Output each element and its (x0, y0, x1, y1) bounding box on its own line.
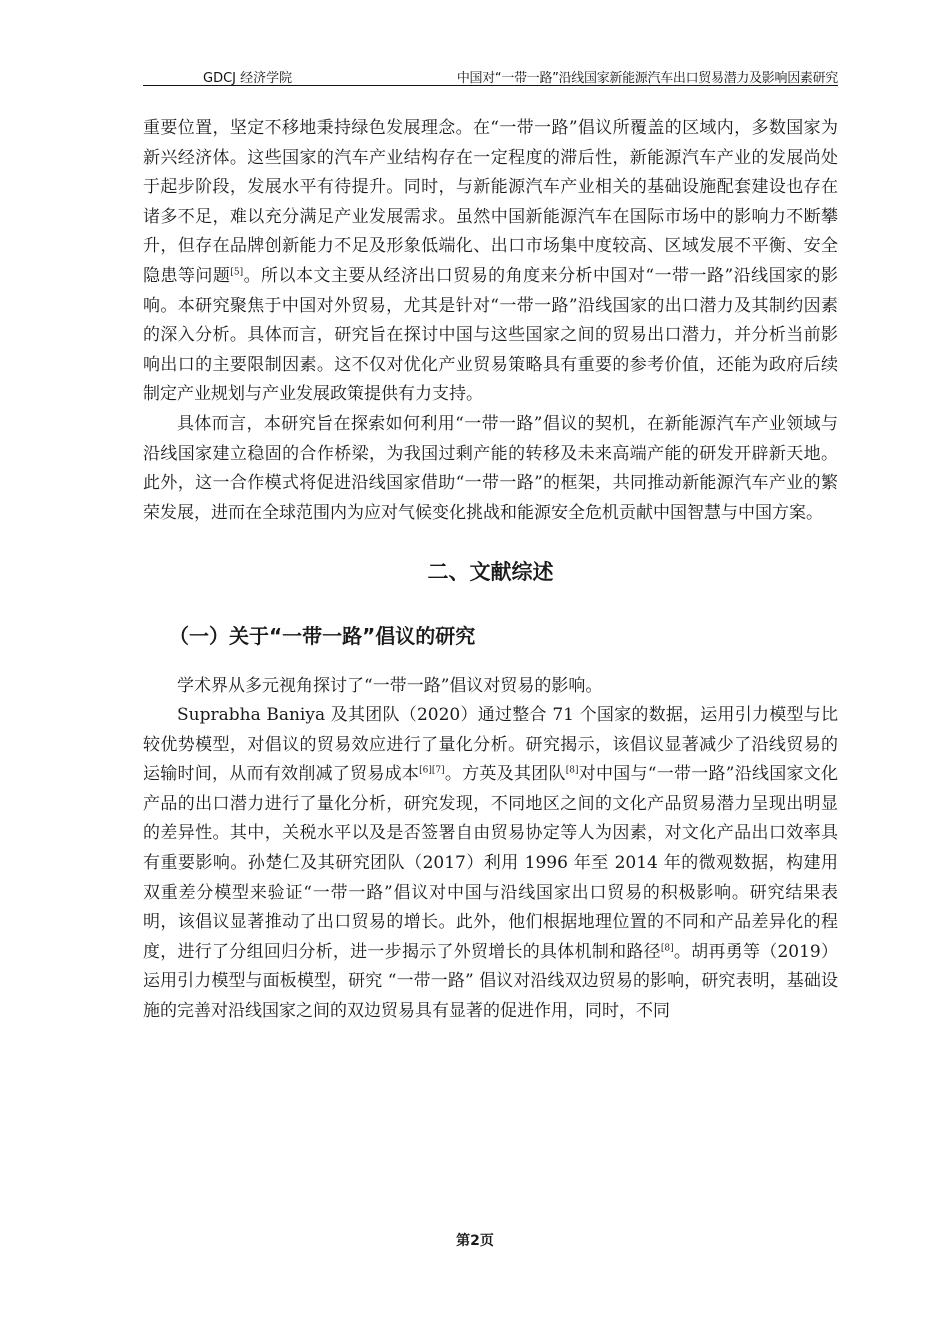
citation: [7] (431, 765, 445, 776)
paragraph-literature (143, 701, 838, 1027)
header-rule (143, 85, 838, 86)
page-body (143, 114, 838, 1027)
page-number: 第2页 (456, 1233, 494, 1249)
paragraph-text: 。胡再勇等（2019）运用引力模型与面板模型，研究 “一带一路” 倡议对沿线双边贸易的影响，研究表明，基础设施的完善对沿线国家之间的双边贸易具有显著的促进作用，同时，不同 (143, 941, 839, 1022)
section-title: 二、文献综述 (427, 560, 554, 585)
citation: [8] (565, 765, 579, 776)
paragraph-text: 。方英及其团队 (444, 764, 566, 785)
citation: [8] (660, 943, 674, 954)
paragraph-text: 对中国与“一带一路”沿线国家文化产品的出口潜力进行了量化分析，研究发现，不同地区之间的文化产品贸易潜力呈现出明显的差异性。其中，关税水平以及是否签署自由贸易协定等人为因素，对文化产品出口效率具有重要影响。孙楚仁及其研究团队（2017）利用 1996 年至 2014 年的微观数据，构建用双重差分模型来验证“一带一路”倡议对中国与沿线国家出口贸易的积极影响。研究结果表明，该倡议显著推动了出口贸易的增长。此外，他们根据地理位置的不同和产品差异化的程度，进行了分组回归分析，进一步揭示了外贸增长的具体机制和路径 (143, 764, 839, 962)
citation: [5] (230, 267, 244, 278)
paragraph-continued (143, 114, 838, 410)
citation: [6] (419, 765, 432, 776)
header-school: GDCJ 经济学院 (203, 71, 293, 86)
paragraph-text: Suprabha Baniya 及其团队（2020）通过整合 71 个国家的数据，运用引力模型与比较优势模型，对倡议的贸易效应进行了量化分析。研究揭示，该倡议显著减少了沿线贸易的运输时间，从而有效削减了贸易成本 (143, 705, 838, 785)
paragraph: 学术界从多元视角探讨了“一带一路”倡议对贸易的影响。 (177, 675, 603, 696)
paragraph-text: 。所以本文主要从经济出口贸易的角度来分析中国对“一带一路”沿线国家的影响。本研究聚焦于中国对外贸易，尤其是针对“一带一路”沿线国家的出口潜力及其制约因素的深入分析。具体而言，研究旨在探讨中国与这些国家之间的贸易出口潜力，并分析当前影响出口的主要限制因素。这不仅对优化产业贸易策略具有重要的参考价值，还能为政府后续制定产业规划与产业发展政策提供有力支持。 (143, 265, 838, 405)
paragraph-text: 重要位置，坚定不移地秉持绿色发展理念。在“一带一路”倡议所覆盖的区域内，多数国家为新兴经济体。这些国家的汽车产业结构存在一定程度的滞后性，新能源汽车产业的发展尚处于起步阶段，发展水平有待提升。同时，与新能源汽车产业相关的基础设施配套建设也存在诸多不足，难以充分满足产业发展需求。虽然中国新能源汽车在国际市场中的影响力不断攀升，但存在品牌创新能力不足及形象低端化、出口市场集中度较高、区域发展不平衡、安全隐患等问题 (143, 118, 838, 286)
paragraph: 具体而言，本研究旨在探索如何利用“一带一路”倡议的契机，在新能源汽车产业领域与沿线国家建立稳固的合作桥梁，为我国过剩产能的转移及未来高端产能的研发开辟新天地。此外，这一合作模式将促进沿线国家借助“一带一路”的框架，共同推动新能源汽车产业的繁荣发展，进而在全球范围内为应对气候变化挑战和能源安全危机贡献中国智慧与中国方案。 (143, 413, 838, 523)
header-paper-title: 中国对“一带一路”沿线国家新能源汽车出口贸易潜力及影响因素研究 (456, 71, 838, 86)
running-header (143, 66, 838, 86)
subsection-title: （一）关于“一带一路”倡议的研究 (169, 623, 476, 648)
